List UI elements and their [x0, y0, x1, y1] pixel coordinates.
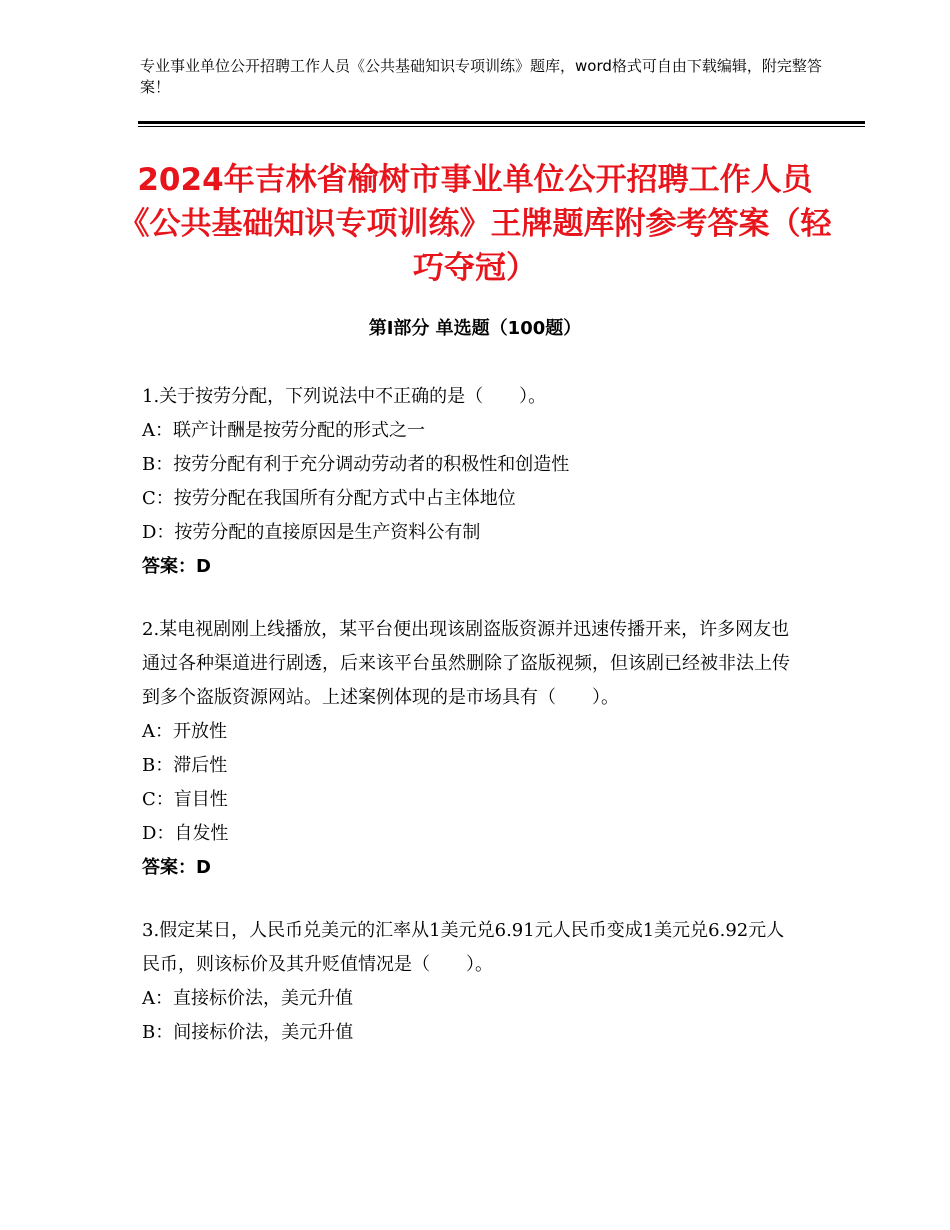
- question-stem: 3.假定某日，人民币兑美元的汇率从1美元兑6.91元人民币变成1美元兑6.92元人民币，则该标价及其升贬值情况是（ ）。: [142, 920, 785, 975]
- option-d: D：自发性: [142, 823, 229, 844]
- question-1: [142, 380, 802, 584]
- document-title: 2024年吉林省榆树市事业单位公开招聘工作人员《公共基础知识专项训练》王牌题库附参考答案（轻巧夺冠）: [118, 162, 832, 286]
- option-d: D：按劳分配的直接原因是生产资料公有制: [142, 522, 481, 543]
- header-rule-thick: [138, 121, 865, 124]
- option-b: B：按劳分配有利于充分调动劳动者的积极性和创造性: [142, 454, 570, 475]
- option-c: C：盲目性: [142, 789, 228, 810]
- option-b: B：间接标价法，美元升值: [142, 1022, 354, 1043]
- header-note: 专业事业单位公开招聘工作人员《公共基础知识专项训练》题库，word格式可自由下载编辑，附完整答案！: [140, 57, 822, 96]
- section-heading: 第Ⅰ部分 单选题（100题）: [368, 318, 582, 339]
- option-c: C：按劳分配在我国所有分配方式中占主体地位: [142, 488, 516, 509]
- answer: 答案：D: [142, 556, 211, 577]
- option-a: A：直接标价法，美元升值: [142, 988, 353, 1009]
- question-2: [142, 613, 802, 885]
- option-a: A：联产计酬是按劳分配的形式之一: [142, 420, 425, 441]
- answer: 答案：D: [142, 857, 211, 878]
- question-stem: 1.关于按劳分配，下列说法中不正确的是（ ）。: [142, 386, 547, 407]
- header-rule-thin: [138, 126, 865, 127]
- question-3: [142, 914, 802, 1050]
- option-a: A：开放性: [142, 721, 227, 742]
- option-b: B：滞后性: [142, 755, 228, 776]
- question-stem: 2.某电视剧刚上线播放，某平台便出现该剧盗版资源并迅速传播开来，许多网友也通过各种渠道进行剧透，后来该平台虽然删除了盗版视频，但该剧已经被非法上传到多个盗版资源网站。上述案例体现的是市场具有（ ）。: [142, 619, 790, 708]
- question-list: [142, 380, 802, 1079]
